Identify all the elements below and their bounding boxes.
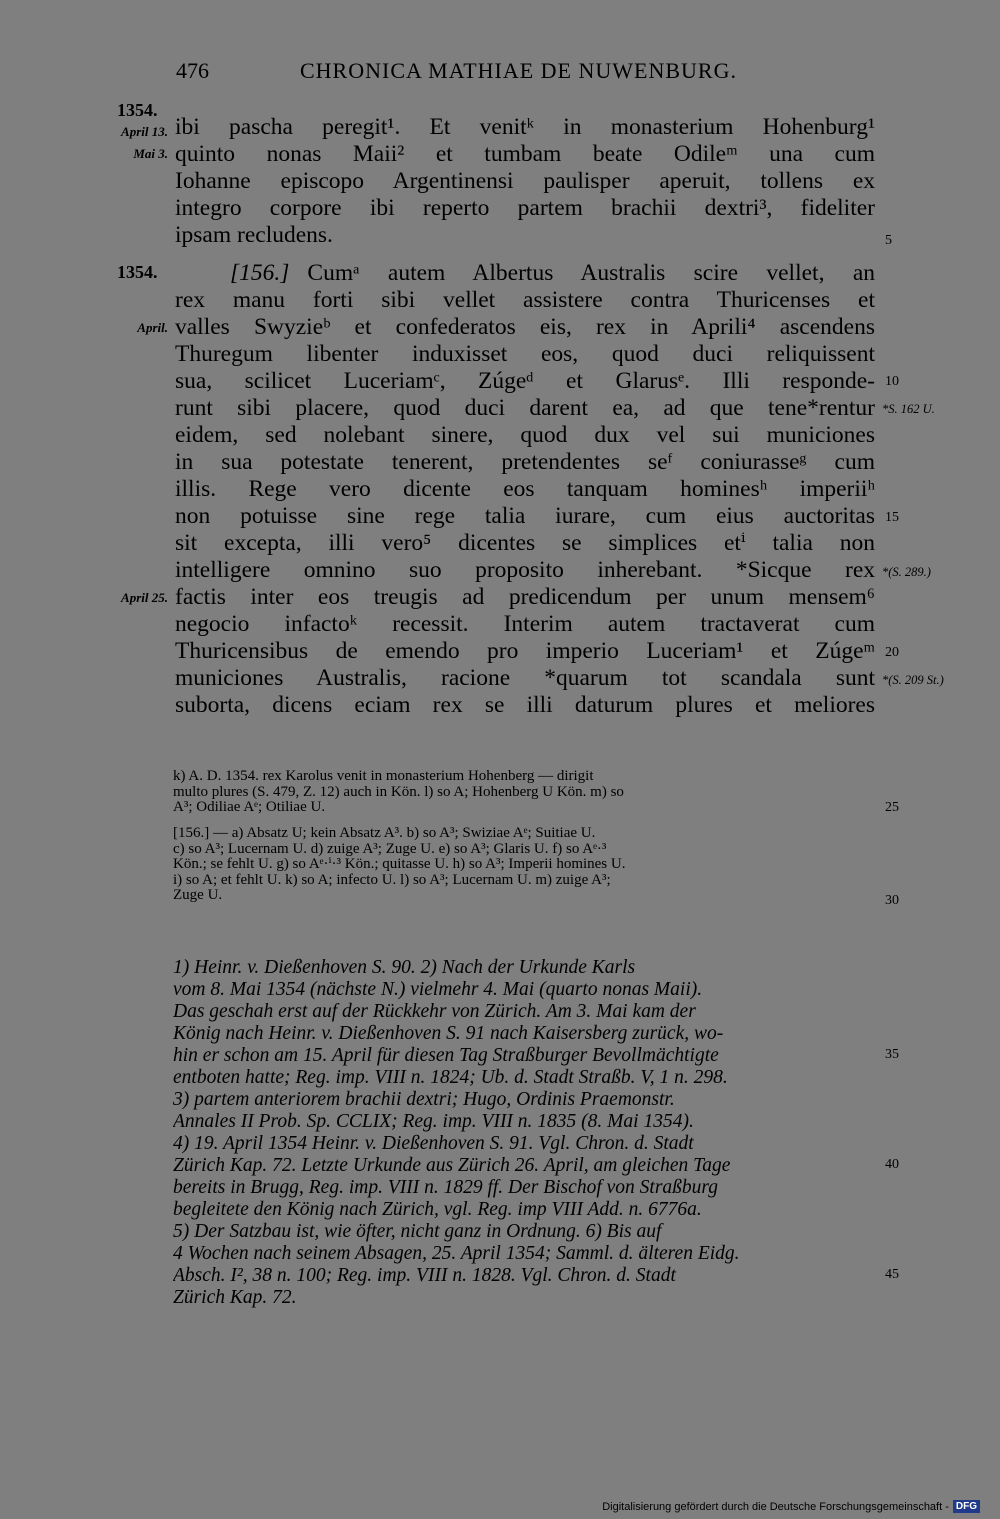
running-title: CHRONICA MATHIAE DE NUWENBURG. <box>300 58 737 83</box>
apparatus-line: A³; Odiliae Aᵉ; Otiliae U. <box>173 800 326 815</box>
margin-reference: *(S. 209 St.) <box>882 673 944 687</box>
chapter-number: [156.] <box>230 260 290 286</box>
text-line <box>175 260 875 287</box>
text-line: ibi pascha peregit¹. Et venitᵏ in monasterium Hohenburg¹ <box>175 114 875 140</box>
text-line-content: Cumᵃ autem Albertus Australis scire vellet, an <box>307 260 875 286</box>
apparatus-line: Zuge U. <box>173 888 223 903</box>
apparatus-line: c) so A³; Lucernam U. d) zuige A³; Zuge U. e) so A³; Glaris U. f) so Aᵉ·³ <box>173 841 607 857</box>
text-line: suborta, dicens eciam rex se illi daturum plures et meliores <box>175 692 875 718</box>
apparatus-line: [156.] — a) Absatz U; kein Absatz A³. b) so A³; Swiziae Aᵉ; Suitiae U. <box>173 826 596 841</box>
text-line: eidem, sed nolebant sinere, quod dux vel sui municiones <box>175 422 875 448</box>
text-line: Thuricensibus de emendo pro imperio Luceriam¹ et Zúgeᵐ <box>175 638 875 664</box>
footnotes <box>173 957 876 1309</box>
footnote-line: Das geschah erst auf der Rückkehr von Zürich. Am 3. Mai kam der <box>173 1001 696 1022</box>
main-text-paragraph-1 <box>175 114 875 249</box>
margin-reference: *S. 162 U. <box>882 402 935 416</box>
page-number: 476 <box>176 58 209 83</box>
footnote-line: vom 8. Mai 1354 (nächste N.) vielmehr 4. Mai (quarto nonas Maii). <box>173 979 703 1000</box>
line-number: 35 <box>885 1047 899 1062</box>
critical-apparatus-1 <box>173 769 876 816</box>
footer-text: Digitalisierung gefördert durch die Deutsche Forschungsgemeinschaft - <box>602 1500 949 1513</box>
margin-date: April 25. <box>121 590 168 605</box>
footnote-line: Zürich Kap. 72. <box>173 1287 297 1308</box>
footnote-line: König nach Heinr. v. Dießenhoven S. 91 nach Kaisersberg zurück, wo- <box>173 1023 724 1044</box>
footnote-line: 4) 19. April 1354 Heinr. v. Dießenhoven S. 91. Vgl. Chron. d. Stadt <box>173 1133 694 1154</box>
text-line: ipsam recludens. <box>175 222 333 248</box>
line-number: 5 <box>885 233 892 248</box>
line-number: 30 <box>885 893 899 908</box>
text-line: Iohanne episcopo Argentinensi paulisper aperuit, tollens ex <box>175 168 875 194</box>
text-line: municiones Australis, racione *quarum tot scandala sunt <box>175 665 875 691</box>
text-line: non potuisse sine rege talia iurare, cum eius auctoritas <box>175 503 875 529</box>
text-line: factis inter eos treugis ad predicendum per unum mensem⁶ <box>175 584 875 610</box>
margin-date: Mai 3. <box>133 146 168 161</box>
apparatus-line: k) A. D. 1354. rex Karolus venit in monasterium Hohenberg — dirigit <box>173 769 594 784</box>
text-line: intelligere omnino suo proposito inherebant. *Sicque rex <box>175 557 875 583</box>
line-number: 10 <box>885 374 899 389</box>
margin-year: 1354. <box>117 262 158 282</box>
line-number: 15 <box>885 510 899 525</box>
footnote-line: 3) partem anteriorem brachii dextri; Hugo, Ordinis Praemonstr. <box>173 1089 675 1110</box>
text-line: integro corpore ibi reperto partem brachii dextri³, fideliter <box>175 195 875 221</box>
margin-reference: *(S. 289.) <box>882 565 931 579</box>
text-line: illis. Rege vero dicente eos tanquam hominesʰ imperiiʰ <box>175 476 875 502</box>
footnote-line: 4 Wochen nach seinem Absagen, 25. April 1354; Samml. d. älteren Eidg. <box>173 1243 740 1264</box>
text-line: rex manu forti sibi vellet assistere contra Thuricenses et <box>175 287 875 313</box>
line-number: 25 <box>885 800 899 815</box>
margin-date: April. <box>137 320 168 335</box>
line-number: 45 <box>885 1267 899 1282</box>
footnote-line: 1) Heinr. v. Dießenhoven S. 90. 2) Nach der Urkunde Karls <box>173 957 636 978</box>
text-line: sit excepta, illi vero⁵ dicentes se simplices etⁱ talia non <box>175 530 875 556</box>
line-number: 40 <box>885 1157 899 1172</box>
footnote-line: begleitete den König nach Zürich, vgl. Reg. imp VIII Add. n. 6776a. <box>173 1199 702 1220</box>
footnote-line: Absch. I², 38 n. 100; Reg. imp. VIII n. 1828. Vgl. Chron. d. Stadt <box>173 1265 676 1286</box>
dfg-logo: DFG <box>953 1500 980 1513</box>
footnote-line: 5) Der Satzbau ist, wie öfter, nicht ganz in Ordnung. 6) Bis auf <box>173 1221 662 1242</box>
footnote-line: entboten hatte; Reg. imp. VIII n. 1824; Ub. d. Stadt Straßb. V, 1 n. 298. <box>173 1067 728 1088</box>
main-text-paragraph-2 <box>175 260 875 719</box>
line-number: 20 <box>885 645 899 660</box>
footnote-line: bereits in Brugg, Reg. imp. VIII n. 1829 ff. Der Bischof von Straßburg <box>173 1177 719 1198</box>
margin-date: April 13. <box>121 124 168 139</box>
text-line: Thuregum libenter induxisset eos, quod duci reliquissent <box>175 341 875 367</box>
text-line: runt sibi placere, quod duci darent ea, ad que tene*rentur <box>175 395 875 421</box>
critical-apparatus-2 <box>173 826 876 904</box>
apparatus-line: multo plures (S. 479, Z. 12) auch in Kön. l) so A; Hohenberg U Kön. m) so <box>173 784 624 800</box>
footer <box>602 1500 980 1513</box>
text-line: valles Swyzieᵇ et confederatos eis, rex in Aprili⁴ ascendens <box>175 314 875 340</box>
text-line: sua, scilicet Luceriamᶜ, Zúgeᵈ et Glarusᵉ. Illi responde- <box>175 368 875 394</box>
text-line: negocio infactoᵏ recessit. Interim autem tractaverat cum <box>175 611 875 637</box>
margin-year: 1354. <box>117 100 158 120</box>
footnote-line: Annales II Prob. Sp. CCLIX; Reg. imp. VIII n. 1835 (8. Mai 1354). <box>173 1111 694 1132</box>
text-line: quinto nonas Maii² et tumbam beate Odileᵐ una cum <box>175 141 875 167</box>
footnote-line: hin er schon am 15. April für diesen Tag Straßburger Bevollmächtigte <box>173 1045 719 1066</box>
footnote-line: Zürich Kap. 72. Letzte Urkunde aus Zürich 26. April, am gleichen Tage <box>173 1155 731 1176</box>
apparatus-line: i) so A; et fehlt U. k) so A; infecto U. l) so A³; Lucernam U. m) zuige A³; <box>173 872 611 888</box>
text-line: in sua potestate tenerent, pretendentes seᶠ coniurasseᵍ cum <box>175 449 875 475</box>
apparatus-line: Kön.; se fehlt U. g) so Aᵉ·ⁱ·³ Kön.; quitasse U. h) so A³; Imperii homines U. <box>173 857 626 872</box>
